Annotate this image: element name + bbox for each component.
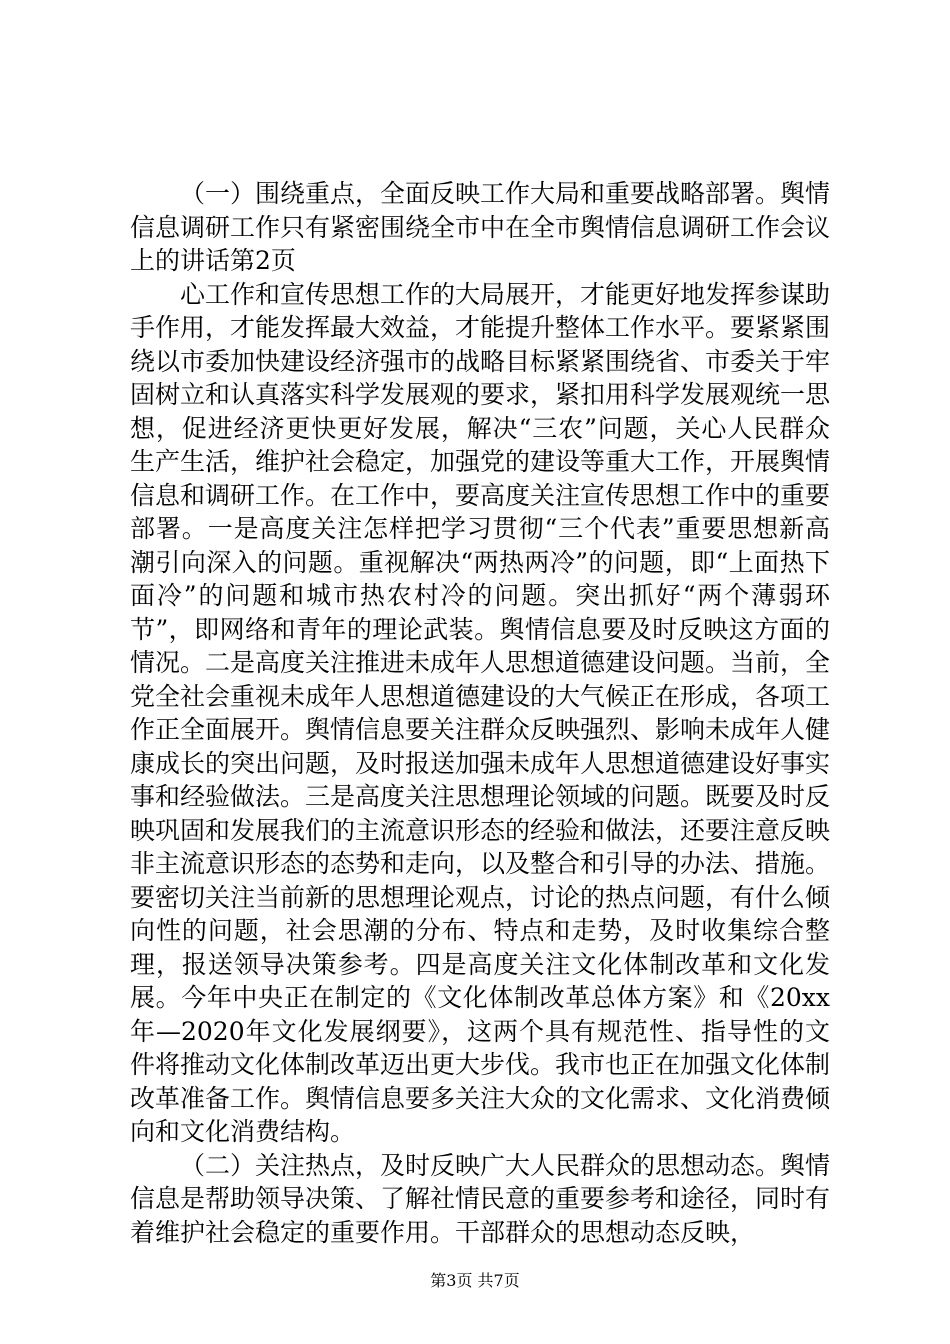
paragraph-1: （一）围绕重点，全面反映工作大局和重要战略部署。舆情信息调研工作只有紧密围绕全市中在全市舆情信息调研工作会议上的讲话第2页 (130, 179, 831, 275)
document-body (130, 177, 830, 1249)
paragraph-2: 心工作和宣传思想工作的大局展开，才能更好地发挥参谋助手作用，才能发挥最大效益，才能提升整体工作水平。要紧紧围绕以市委加快建设经济强市的战略目标紧紧围绕省、市委关于牢固树立和认真落实科学发展观的要求，紧扣用科学发展观统一思想，促进经济更快更好发展，解决“三农”问题，关心人民群众生产生活，维护社会稳定，加强党的建设等重大工作，开展舆情信息和调研工作。在工作中，要高度关注宣传思想工作中的重要部署。一是高度关注怎样把学习贯彻“三个代表”重要思想新高潮引向深入的问题。重视解决“两热两冷”的问题，即“上面热下面冷”的问题和城市热农村冷的问题。突出抓好“两个薄弱环节”，即网络和青年的理论武装。舆情信息要及时反映这方面的情况。二是高度关注推进未成年人思想道德建设问题。当前，全党全社会重视未成年人思想道德建设的大气候正在形成，各项工作正全面展开。舆情信息要关注群众反映强烈、影响未成年人健康成长的突出问题，及时报送加强未成年人思想道德建设好事实事和经验做法。三是高度关注思想理论领域的问题。既要及时反映巩固和发展我们的主流意识形态的经验和做法，还要注意反映非主流意识形态的态势和走向，以及整合和引导的办法、措施。要密切关注当前新的思想理论观点，讨论的热点问题，有什么倾向性的问题，社会思潮的分布、特点和走势，及时收集综合整理，报送领导决策参考。四是高度关注文化体制改革和文化发展。今年中央正在制定的《文化体制改革总体方案》和《20xx年—2020年文化发展纲要》，这两个具有规范性、指导性的文件将推动文化体制改革迈出更大步伐。我市也正在加强文化体制改革准备工作。舆情信息要多关注大众的文化需求、文化消费倾向和文化消费结构。 (130, 279, 831, 1146)
paragraph-3: （二）关注热点，及时反映广大人民群众的思想动态。舆情信息是帮助领导决策、了解社情民意的重要参考和途径，同时有着维护社会稳定的重要作用。干部群众的思想动态反映， (130, 1150, 831, 1247)
page-footer: 第3页 共7页 (430, 1271, 520, 1290)
